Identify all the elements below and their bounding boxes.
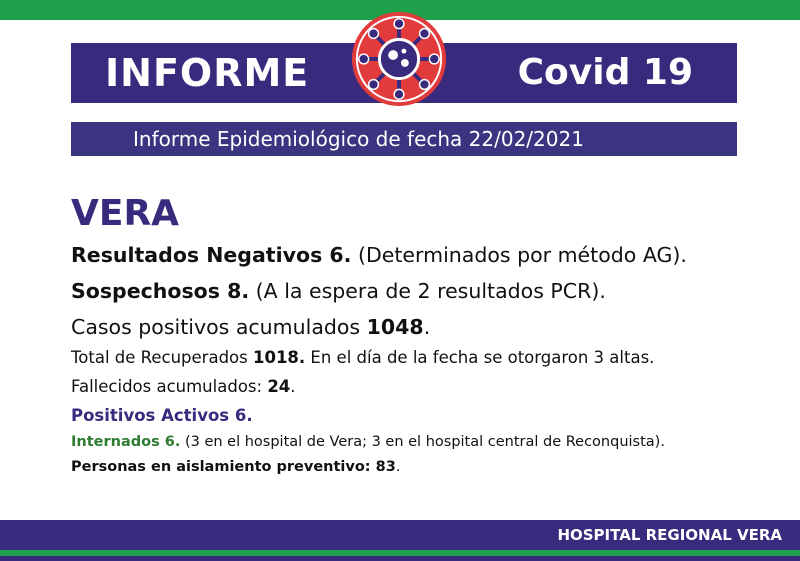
negativos-label: Resultados Negativos 6. (71, 243, 352, 267)
positivos-activos-line: Positivos Activos 6. (71, 406, 253, 425)
footer-hospital-name: HOSPITAL REGIONAL VERA (557, 526, 782, 544)
positivos-acumulados-value: 1048 (366, 315, 424, 339)
sospechosos-detail: (A la espera de 2 resultados PCR). (249, 279, 606, 303)
sospechosos-label: Sospechosos 8. (71, 279, 250, 303)
fallecidos-suffix: . (290, 377, 296, 396)
subtitle-bar (71, 122, 737, 156)
recuperados-label: Total de Recuperados (71, 348, 253, 367)
covid-title: Covid 19 (517, 52, 693, 93)
footer-blue-stripe (0, 556, 800, 561)
sospechosos-line (71, 276, 606, 306)
aislamiento-suffix: . (395, 459, 401, 475)
informe-title: INFORME (105, 51, 310, 95)
negativos-detail: (Determinados por método AG). (351, 243, 687, 267)
positivos-acumulados-line (71, 312, 430, 342)
internados-detail: (3 en el hospital de Vera; 3 en el hospital central de Reconquista). (180, 434, 665, 450)
virus-icon (350, 10, 448, 108)
aislamiento-value: 83 (375, 459, 396, 475)
location-title: VERA (71, 193, 180, 234)
fallecidos-value: 24 (267, 377, 291, 396)
negativos-line (71, 240, 687, 270)
internados-line (71, 430, 665, 454)
fallecidos-label: Fallecidos acumulados: (71, 377, 268, 396)
aislamiento-label: Personas en aislamiento preventivo: (71, 459, 376, 475)
positivos-acumulados-label: Casos positivos acumulados (71, 315, 367, 339)
aislamiento-line (71, 455, 400, 479)
footer-bar (0, 520, 800, 550)
recuperados-line (71, 345, 654, 371)
internados-label: Internados 6. (71, 434, 181, 450)
report-date-subtitle: Informe Epidemiológico de fecha 22/02/2021 (133, 127, 584, 151)
recuperados-value: 1018. (252, 348, 306, 367)
positivos-acumulados-suffix: . (423, 315, 431, 339)
recuperados-detail: En el día de la fecha se otorgaron 3 altas. (305, 348, 655, 367)
fallecidos-line (71, 374, 296, 400)
